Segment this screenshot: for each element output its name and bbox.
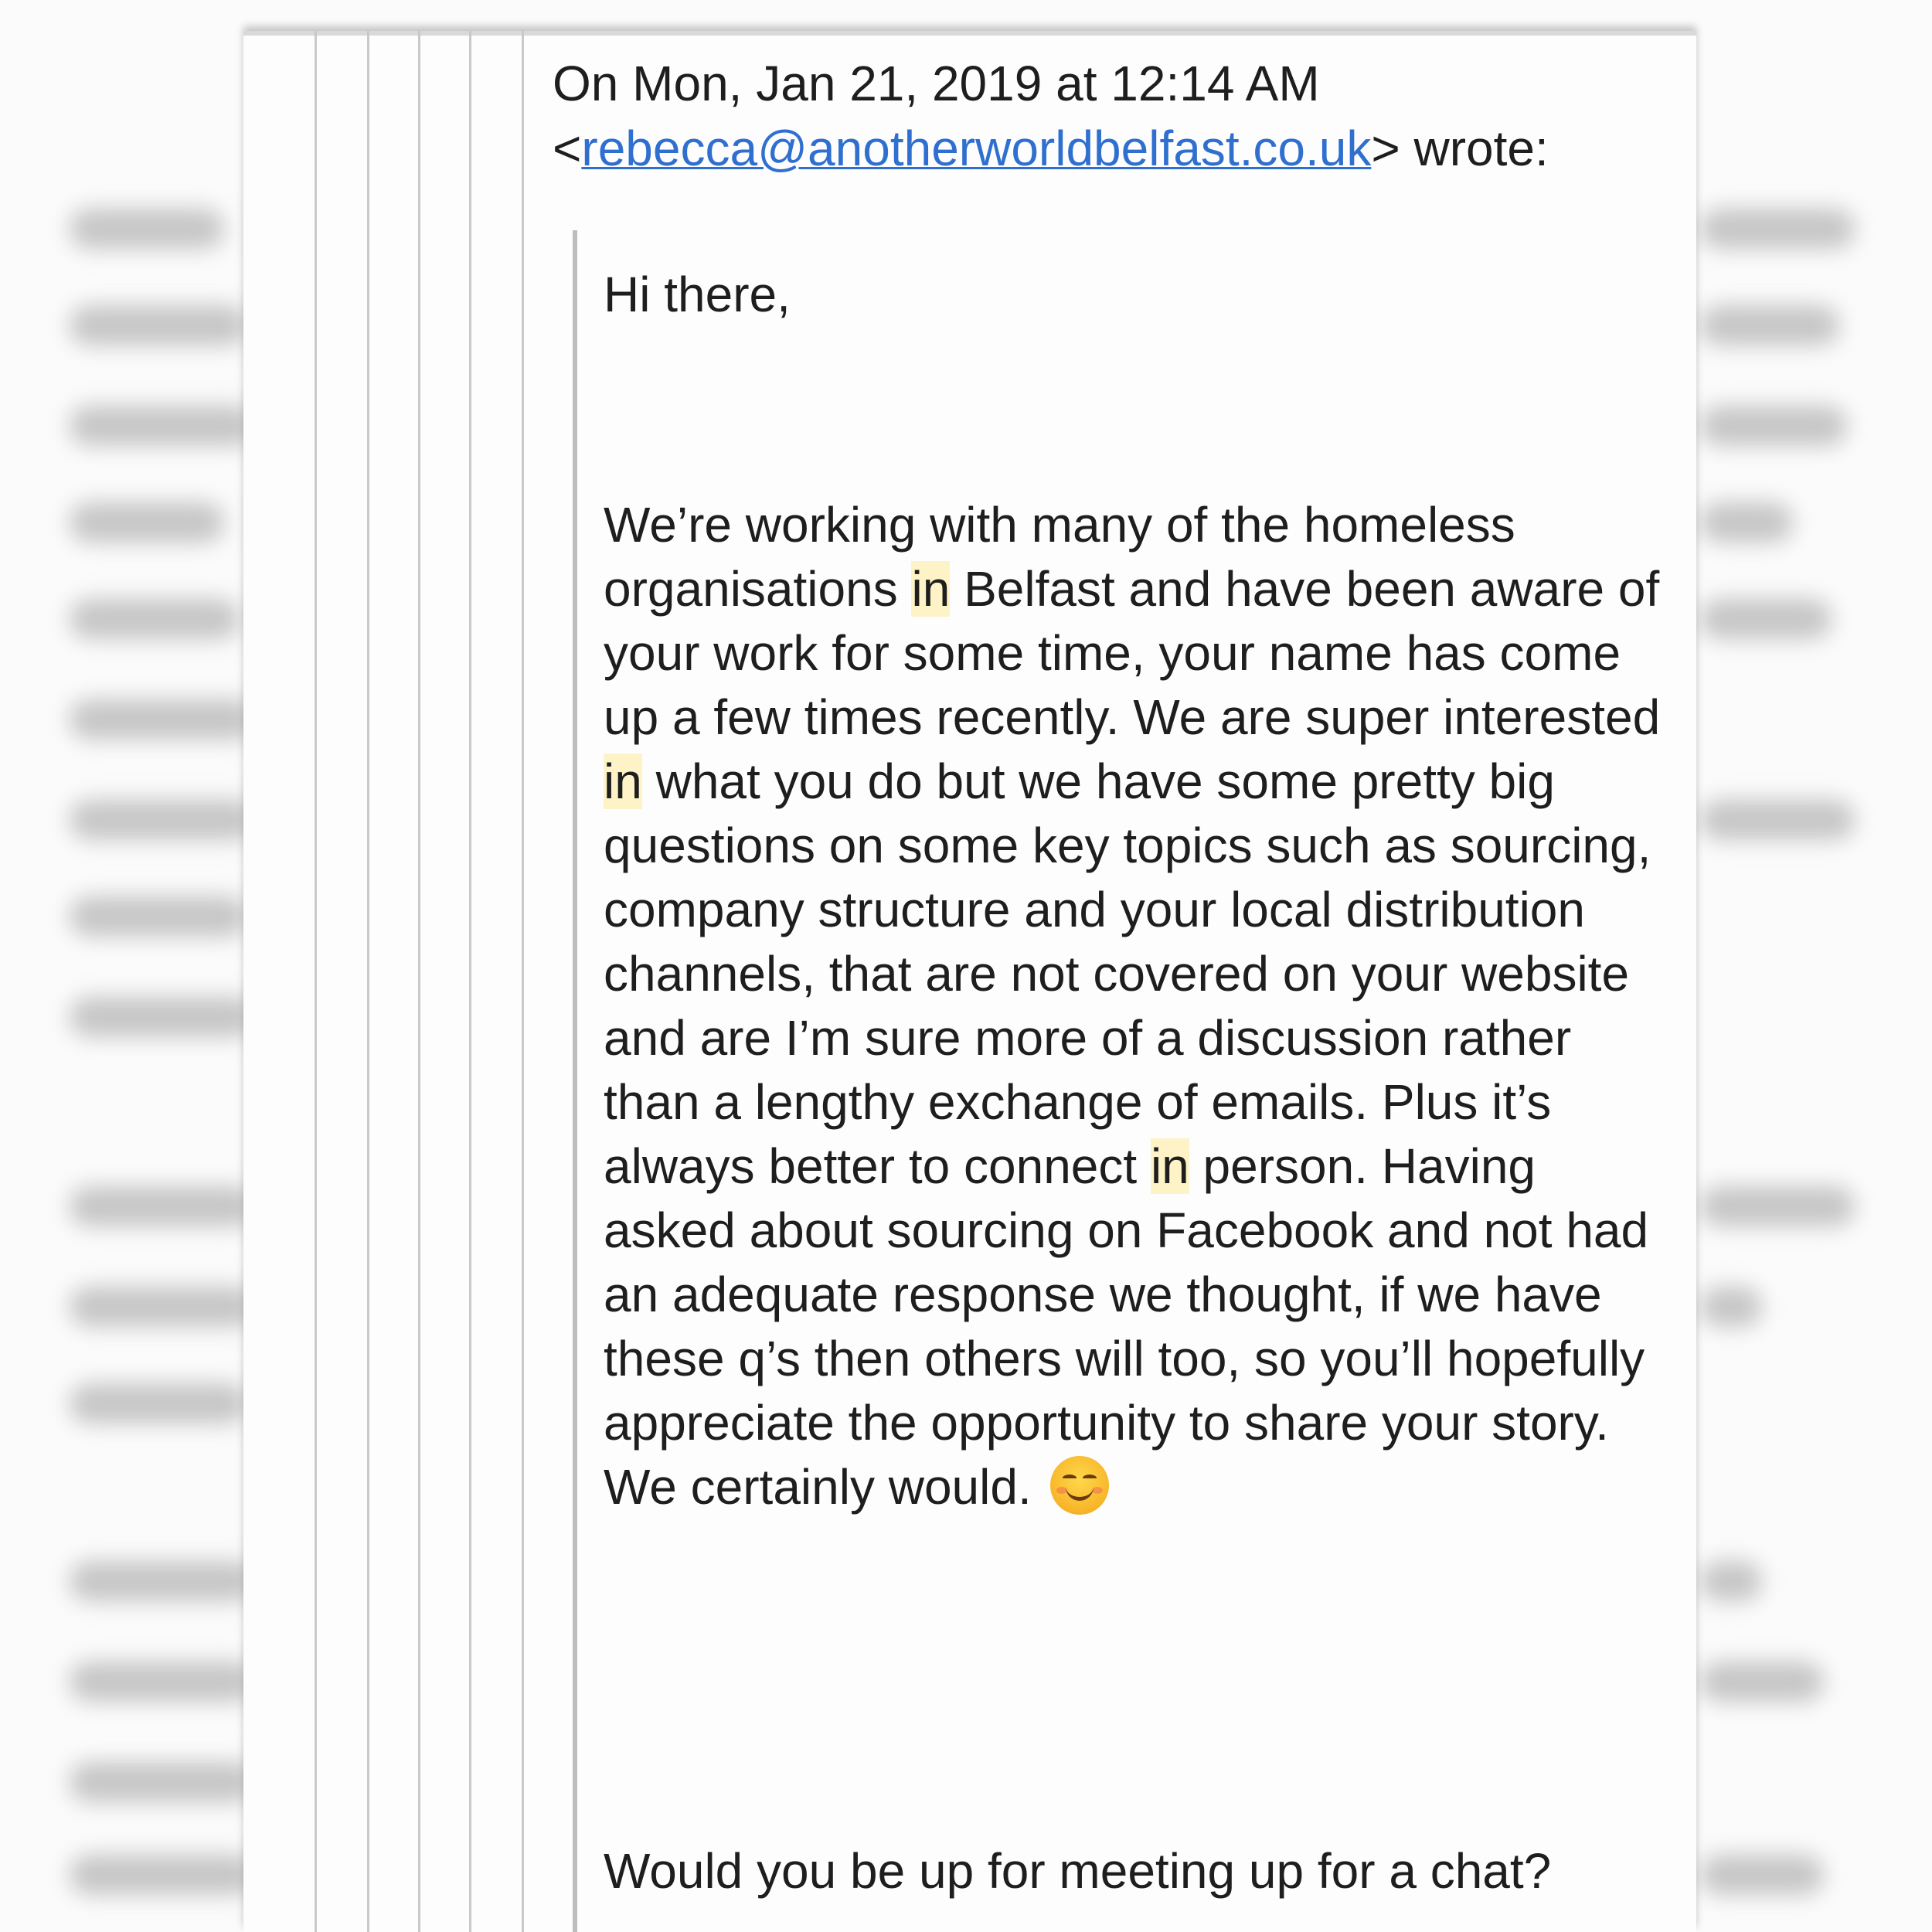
search-highlight: in	[911, 561, 951, 617]
quote-sender-line	[553, 116, 1665, 181]
search-highlight: in	[604, 753, 642, 809]
email-closing-question: Would you be up for meeting up for a chat?	[604, 1843, 1552, 1899]
email-greeting: Hi there,	[604, 267, 791, 322]
sender-open-bracket: <	[553, 121, 582, 176]
thread-indent-bar	[469, 31, 471, 1932]
sender-wrote-suffix: > wrote:	[1371, 121, 1549, 176]
body-text-segment: person. Having asked about sourcing on Facebook and not had an adequate response we thought, if we have these q’s then others will too, so you’ll hopefully appreciate the opportunity to share your story. We certainly would.	[604, 1138, 1649, 1515]
quote-date: On Mon, Jan 21, 2019 at 12:14 AM	[553, 56, 1320, 111]
thread-indent-bar	[522, 31, 524, 1932]
thread-indent-bar	[367, 31, 369, 1932]
search-highlight: in	[1150, 1138, 1189, 1194]
body-text-segment: Belfast and have been aware of your work for some time, your name has come up a few times recently. We are super interested	[604, 561, 1661, 745]
smiling-face-icon	[1050, 1456, 1109, 1515]
quote-bar	[573, 230, 577, 1932]
quote-attribution-header	[553, 51, 1665, 181]
body-text-segment: what you do but we have some pretty big questions on some key topics such as sourcing, company structure and your local distribution channels, that are not covered on your website and are I’m sure more of a discussion rather than a lengthy exchange of emails. Plus it’s always better to connect	[604, 753, 1651, 1194]
sender-email-link[interactable]: rebecca@anotherworldbelfast.co.uk	[581, 121, 1372, 176]
email-card	[243, 31, 1696, 1932]
card-top-edge	[243, 31, 1696, 36]
thread-indent-bar	[418, 31, 420, 1932]
thread-indent-bar	[315, 31, 317, 1932]
body-text-segment: We’re working with many of the homeless organisations	[604, 497, 1515, 617]
email-body-paragraph	[604, 493, 1670, 1519]
